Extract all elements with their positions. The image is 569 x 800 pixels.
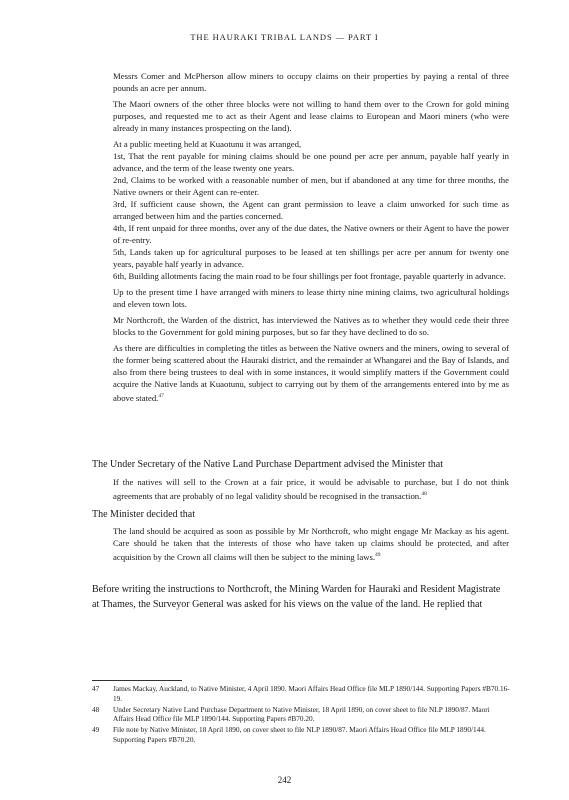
- footnote: [92, 684, 510, 703]
- footnote-ref[interactable]: 49: [375, 552, 381, 558]
- footnote-number: 48: [92, 704, 100, 714]
- body-paragraph-text: Before writing the instructions to Northcroft, the Mining Warden for Hauraki and Resident Magistrate at Thames, the Surveyor General was asked for his views on the value of the land. He replied that: [92, 584, 501, 610]
- quote-paragraph-text: The land should be acquired as soon as possible by Mr Northcroft, who might engage Mr Mackay as his agent. Care should be taken that the interests of those who have taken up claims should be protected, and after acquisition by the Crown all claims will then be subject to the mining laws.: [113, 526, 509, 562]
- block-quote-under-secretary: [113, 476, 509, 506]
- quote-paragraph-text: As there are difficulties in completing the titles as between the Native owners and the miners, owing to several of the former being scattered about the Hauraki district, and the remainder at Whangarei and the Bay of Islands, and also from there being trustees to deal with in some instances, it would simplify matters if the Government could acquire the Native lands at Kuaotunu, subject to carrying out by them of the arrangements entered into by me as above stated.: [113, 343, 509, 403]
- quote-list-item: 6th, Building allotments facing the main road to be four shillings per foot frontage, payable quarterly in advance.: [113, 271, 506, 281]
- quote-paragraph: Messrs Comer and McPherson allow miners to occupy claims on their properties by paying a rental of three pounds an acre per annum.: [113, 71, 509, 93]
- quote-list-item: 5th, Lands taken up for agricultural purposes to be leased at ten shillings per acre per annum for twenty one years, payable half yearly in advance.: [113, 247, 509, 269]
- footnote: [92, 705, 510, 724]
- quote-paragraph: Mr Northcroft, the Warden of the district, has interviewed the Natives as to whether they would cede their three blocks to the Government for gold mining purposes, but so far they have declined to do so.: [113, 315, 509, 337]
- footnote-ref[interactable]: 47: [158, 393, 164, 399]
- quote-list-item: 1st, That the rent payable for mining claims should be one pound per acre per annum, payable half yearly in advance, and the term of the lease twenty one years.: [113, 151, 509, 173]
- footnote-ref[interactable]: 48: [421, 491, 427, 497]
- footnote-text: Under Secretary Native Land Purchase Department to Native Minister, 18 April 1890, on cover sheet to file NLP 1890/87. Maori Affairs Head Office file MLP 1890/144. Supporting Papers #B70.20.: [113, 704, 490, 723]
- quote-paragraph: [113, 476, 509, 502]
- quote-list-item: 4th, If rent unpaid for three months, over any of the due dates, the Native owners or their Agent to have the power of re-entry.: [113, 223, 509, 245]
- footnote-text: James Mackay, Auckland, to Native Minister, 4 April 1890. Maori Affairs Head Office file MLP 1890/144. Supporting Papers #B70.16-19.: [113, 684, 510, 703]
- footnote: [92, 725, 510, 744]
- quote-paragraph-text: If the natives will sell to the Crown at a fair price, it would be advisable to purchase, but I do not think agreements that are probably of no legal validity should be recognised in the transaction.: [113, 477, 509, 501]
- quote-paragraph: [113, 525, 509, 563]
- page-number: 242: [277, 775, 292, 785]
- footnotes: [92, 684, 510, 746]
- quote-list-item: 3rd, If sufficient cause shown, the Agent can grant permission to leave a claim unworked for such time as arranged between him and the parties concerned.: [113, 199, 509, 221]
- footnote-divider: [92, 680, 182, 681]
- footnote-number: 47: [92, 684, 100, 693]
- footnote-number: 49: [92, 725, 100, 734]
- body-paragraph-text: The Minister decided that: [92, 509, 196, 520]
- body-paragraph: [92, 582, 510, 612]
- block-quote-minister: [113, 525, 509, 567]
- body-paragraph-text: The Under Secretary of the Native Land Purchase Department advised the Minister that: [92, 459, 443, 470]
- quote-paragraph: The Maori owners of the other three blocks were not willing to hand them over to the Crown for gold mining purposes, and requested me to act as their Agent and lease claims to European and Maori miners (who were already in many instances prospecting on the land).: [113, 99, 509, 133]
- footnote-text: File note by Native Minister, 18 April 1890, on cover sheet to file NLP 1890/87. Maori Affairs Head Office file MLP 1890/144. Supporting Papers #B70.20.: [113, 725, 486, 744]
- quote-paragraph: At a public meeting held at Kuaotunu it was arranged,: [113, 139, 302, 149]
- running-header: THE HAURAKI TRIBAL LANDS — PART I: [190, 32, 379, 42]
- quote-paragraph: Up to the present time I have arranged with miners to lease thirty nine mining claims, two agricultural holdings and eleven town lots.: [113, 287, 509, 309]
- body-paragraph: [92, 507, 510, 522]
- quote-list-item: 2nd, Claims to be worked with a reasonable number of men, but if abandoned at any time for three months, the Native owners or their Agent can re-enter.: [113, 175, 509, 197]
- body-paragraph: [92, 457, 510, 472]
- quote-paragraph: [113, 342, 509, 404]
- block-quote-mackay-letter: [113, 70, 509, 408]
